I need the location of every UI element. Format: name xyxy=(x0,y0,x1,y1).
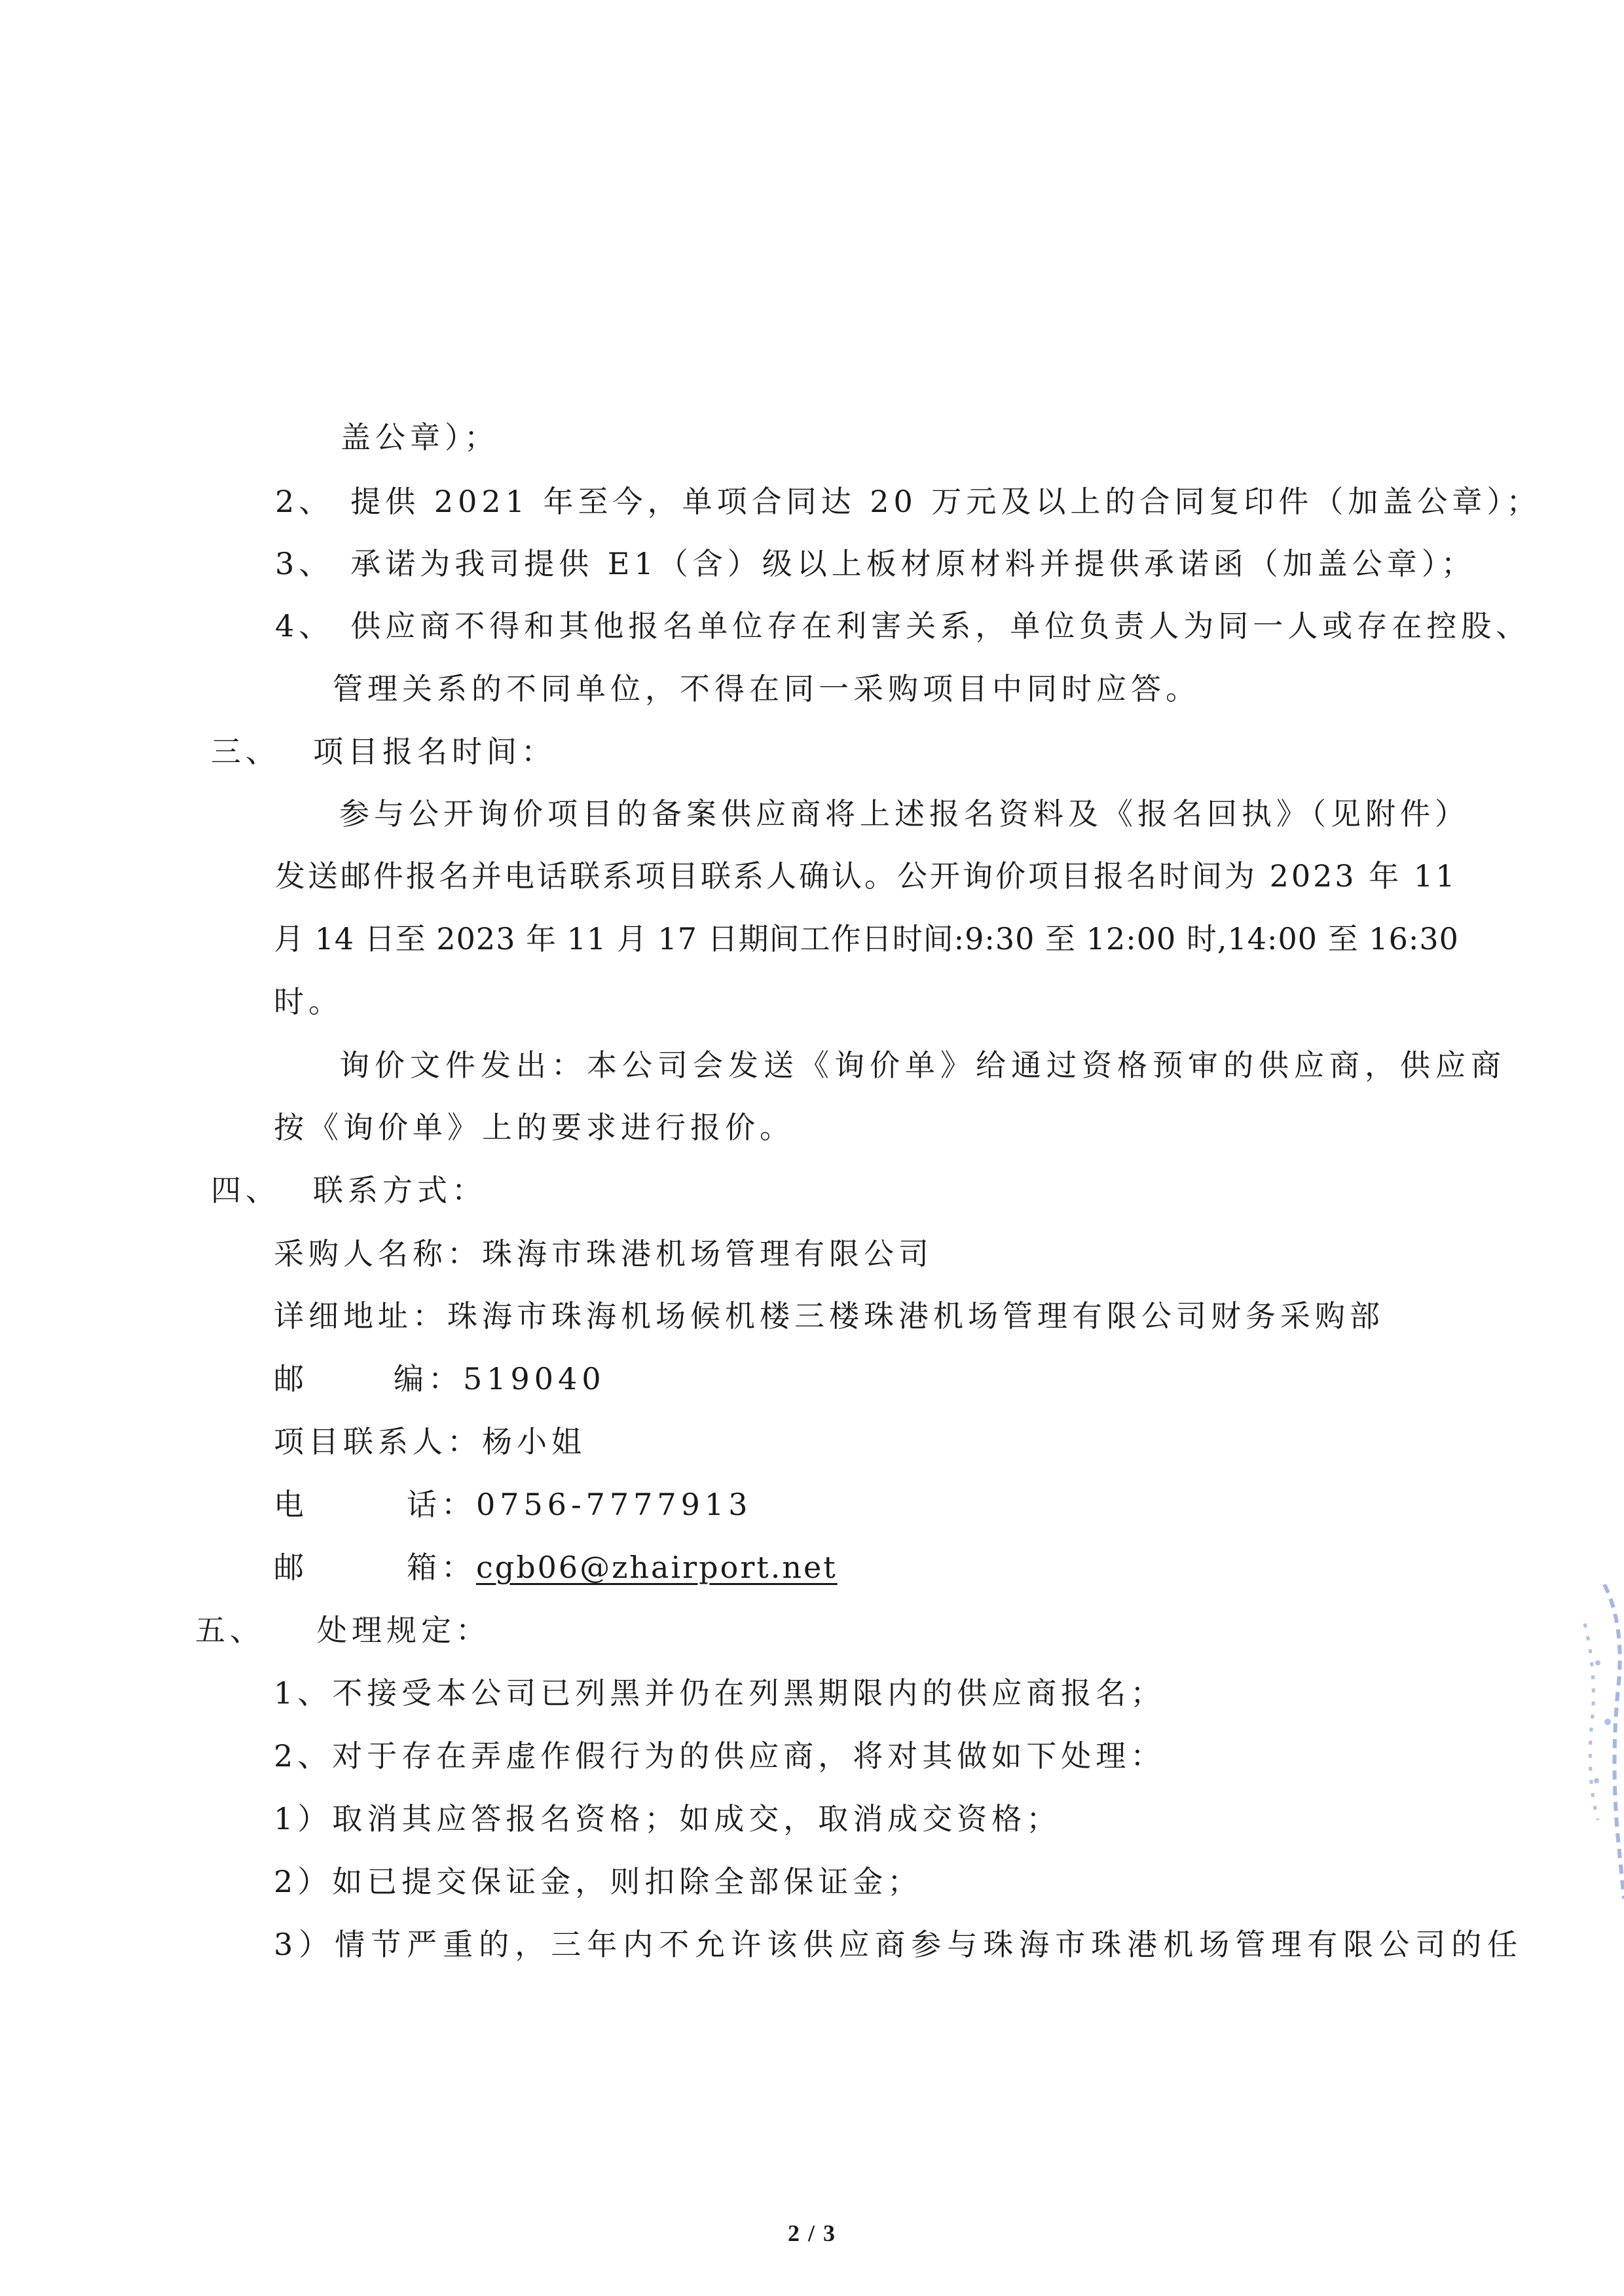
paragraph-line: 参与公开询价项目的备案供应商将上述报名资料及《报名回执》（见附件） xyxy=(339,796,1469,831)
contact-person xyxy=(274,1422,586,1461)
text-line: 盖公章）； xyxy=(341,420,499,455)
seal-stamp-fragment xyxy=(1578,1584,1624,1899)
section-heading xyxy=(211,732,556,771)
contact-label: 详细地址： xyxy=(274,1298,447,1334)
paragraph-line: 月 14 日至 2023 年 11 月 17 日期间工作日时间:9:30 至 12:00 时,14:00 至 16:30 xyxy=(274,921,1459,957)
contact-value: 519040 xyxy=(463,1361,606,1396)
paragraph-line: 时。 xyxy=(274,984,343,1019)
rule-item: 2）如已提交保证金，则扣除全部保证金； xyxy=(274,1864,923,1899)
email-link[interactable]: cgb06@zhairport.net xyxy=(476,1550,838,1585)
section-number: 五、 xyxy=(195,1613,265,1648)
contact-label: 采购人名称： xyxy=(274,1236,482,1271)
rule-item: 1）取消其应答报名资格；如成交，取消成交资格； xyxy=(274,1801,1061,1836)
text-line: 管理关系的不同单位，不得在同一采购项目中同时应答。 xyxy=(333,671,1200,706)
list-item xyxy=(275,482,1541,521)
paragraph-line: 按《询价单》上的要求进行报价。 xyxy=(274,1110,794,1145)
contact-phone xyxy=(274,1485,752,1524)
rule-item: 2、对于存在弄虚作假行为的供应商，将对其做如下处理： xyxy=(274,1738,1166,1774)
paragraph-line: 发送邮件报名并电话联系项目联系人确认。公开询价项目报名时间为 2023 年 11 xyxy=(275,858,1458,894)
contact-value: 珠海市珠港机场管理有限公司 xyxy=(482,1236,933,1271)
paragraph-line: 询价文件发出：本公司会发送《询价单》给通过资格预审的供应商，供应商 xyxy=(339,1048,1506,1083)
contact-label-part: 箱： xyxy=(407,1550,476,1585)
list-text: 承诺为我司提供 E1（含）级以上板材原材料并提供承诺函（加盖公章）； xyxy=(350,546,1476,581)
list-text: 供应商不得和其他报名单位存在利害关系，单位负责人为同一人或存在控股、 xyxy=(350,608,1531,644)
section-number: 三、 xyxy=(211,734,280,769)
contact-label-part: 电 xyxy=(274,1487,308,1522)
contact-label-part: 编： xyxy=(394,1361,463,1396)
list-text: 提供 2021 年至今，单项合同达 20 万元及以上的合同复印件（加盖公章）； xyxy=(350,484,1541,519)
list-number: 3、 xyxy=(275,546,334,581)
section-title: 处理规定： xyxy=(317,1613,490,1648)
list-number: 2、 xyxy=(275,484,334,519)
contact-value: 杨小姐 xyxy=(482,1424,586,1459)
contact-label-part: 邮 xyxy=(274,1361,308,1396)
section-title: 联系方式： xyxy=(313,1173,487,1208)
contact-email xyxy=(274,1548,838,1587)
section-heading xyxy=(211,1171,487,1210)
contact-label-part: 话： xyxy=(407,1487,476,1522)
contact-value: 0756-7777913 xyxy=(476,1487,752,1522)
contact-address xyxy=(274,1296,1384,1336)
rule-item: 3）情节严重的，三年内不允许该供应商参与珠海市珠港机场管理有限公司的任 xyxy=(274,1927,1524,1962)
section-heading xyxy=(195,1611,490,1650)
list-item xyxy=(275,606,1530,646)
section-title: 项目报名时间： xyxy=(313,734,556,769)
list-item xyxy=(275,544,1476,583)
contact-value: 珠海市珠海机场候机楼三楼珠港机场管理有限公司财务采购部 xyxy=(447,1298,1384,1334)
contact-postcode xyxy=(274,1359,606,1398)
contact-purchaser xyxy=(274,1234,933,1273)
page-number: 2 / 3 xyxy=(787,2220,836,2246)
contact-label-part: 邮 xyxy=(274,1550,308,1585)
contact-label: 项目联系人： xyxy=(274,1424,482,1459)
section-number: 四、 xyxy=(211,1173,280,1208)
list-number: 4、 xyxy=(275,608,334,644)
rule-item: 1、不接受本公司已列黑并仍在列黑期限内的供应商报名； xyxy=(274,1675,1166,1711)
